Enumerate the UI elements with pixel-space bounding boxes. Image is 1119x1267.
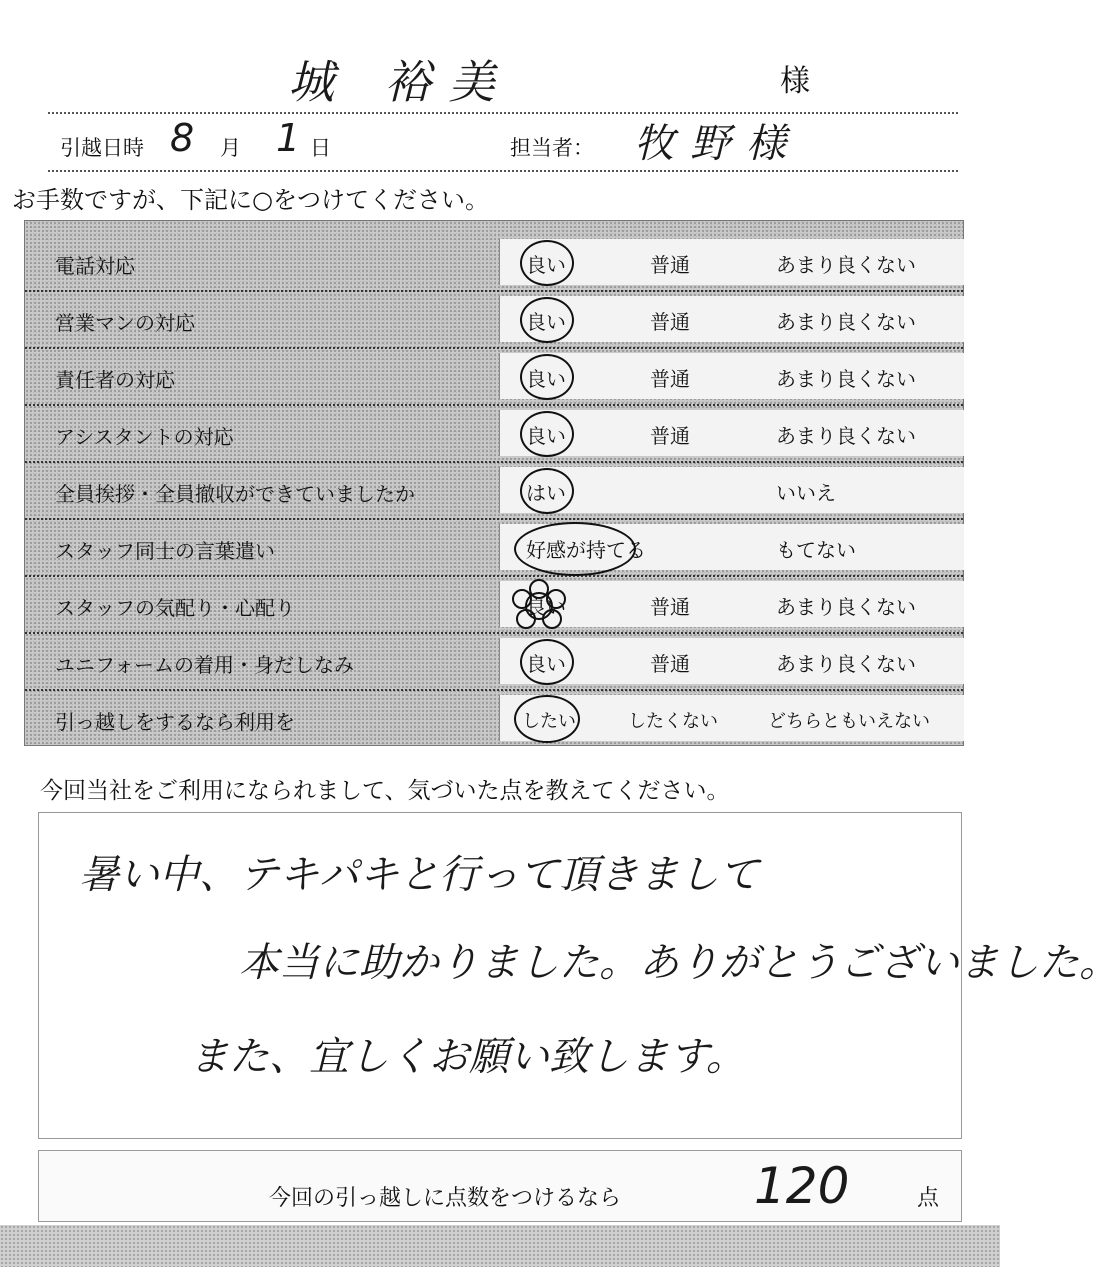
option-group [499,296,964,342]
option-1[interactable]: 良い [526,367,566,391]
survey-row [25,689,963,746]
option-3[interactable]: いいえ [776,481,836,505]
survey-table [24,220,964,746]
day-label: 日 [310,136,331,160]
option-group [499,239,964,285]
option-2[interactable]: したくない [628,711,718,732]
moving-date-label: 引越日時 [60,136,144,160]
survey-row [25,290,963,349]
option-3[interactable]: あまり良くない [776,424,916,448]
option-group [499,638,964,684]
selection-circle [514,522,636,576]
option-group [499,467,964,513]
staff-label: 担当者： [510,136,594,160]
option-3[interactable]: あまり良くない [776,367,916,391]
selection-circle [520,639,574,685]
option-1[interactable]: したい [522,711,576,732]
customer-name-line [48,40,958,114]
comment-line: 暑い中、テキパキと行って頂きまして [79,852,759,898]
comment-box [38,812,1119,1139]
option-1[interactable]: はい [526,481,566,505]
option-1[interactable]: 良い [526,595,566,619]
month-value: 8 [170,116,195,160]
option-group [499,524,964,570]
option-3[interactable]: あまり良くない [776,595,916,619]
option-3[interactable]: どちらともいえない [768,711,930,732]
date-staff-line [48,118,958,172]
flower-selection-mark [504,577,574,635]
score-box [38,1150,962,1222]
score-label: 今回の引っ越しに点数をつけるなら [269,1186,622,1211]
option-group [499,410,964,456]
comment-line: また、宜しくお願い致します。 [189,1034,746,1080]
score-unit: 点 [917,1186,940,1211]
option-1[interactable]: 良い [526,652,566,676]
score-value: 120 [754,1157,850,1215]
row-label: スタッフの気配り・心配り [55,596,295,620]
day-value: 1 [276,116,301,160]
selection-circle [520,240,574,286]
option-group [499,353,964,399]
survey-row [25,461,963,520]
option-2[interactable]: 普通 [650,310,690,334]
option-1[interactable]: 良い [526,424,566,448]
selection-circle [520,297,574,343]
row-label: ユニフォームの着用・身だしなみ [55,653,354,677]
scanned-border [0,1225,1000,1267]
option-group [499,695,964,741]
comments-label: 今回当社をご利用になられまして、気づいた点を教えてください。 [40,778,730,804]
option-2[interactable]: 普通 [650,595,690,619]
selection-circle [520,354,574,400]
row-label: 営業マンの対応 [55,311,195,335]
row-label: スタッフ同士の言葉遣い [55,539,275,563]
option-3[interactable]: あまり良くない [776,310,916,334]
row-label: 電話対応 [55,254,135,278]
month-label: 月 [220,136,241,160]
survey-row [25,518,963,577]
survey-row [25,632,963,691]
option-3[interactable]: あまり良くない [776,253,916,277]
survey-row [25,575,963,634]
option-1[interactable]: 良い [526,310,566,334]
row-label: 責任者の対応 [55,368,175,392]
option-group [499,581,964,627]
option-1[interactable]: 好感が持てる [526,538,646,562]
comment-line: 本当に助かりました。ありがとうございました。 [239,940,1119,986]
survey-row [25,347,963,406]
staff-value: 牧野様 [634,121,802,167]
row-label: アシスタントの対応 [55,425,234,449]
survey-row [25,233,963,292]
option-2[interactable]: 普通 [650,253,690,277]
row-label: 全員挨拶・全員撤収ができていましたか [55,482,415,506]
survey-row [25,404,963,463]
option-2[interactable]: 普通 [650,424,690,448]
option-1[interactable]: 良い [526,253,566,277]
option-2[interactable]: 普通 [650,367,690,391]
selection-circle [514,695,580,743]
option-2[interactable]: 普通 [650,652,690,676]
option-3[interactable]: もてない [776,538,856,562]
instruction-text: お手数ですが、下記に○をつけてください。 [12,186,489,214]
row-label: 引っ越しをするなら利用を [55,710,295,734]
honorific-label: 様 [780,64,810,99]
selection-circle [520,468,574,514]
selection-circle [520,411,574,457]
customer-name: 城 裕美 [288,55,513,109]
option-3[interactable]: あまり良くない [776,652,916,676]
